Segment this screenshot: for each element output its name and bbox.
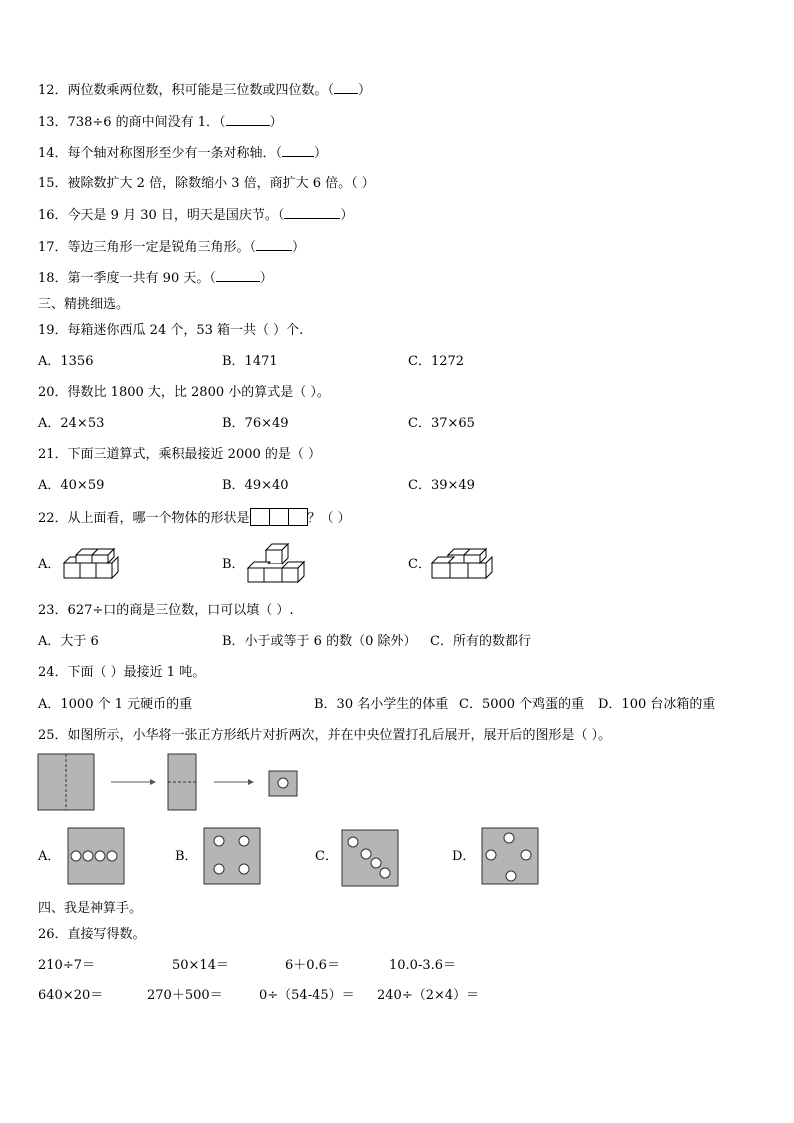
question-22-stem [38, 508, 351, 528]
question-22-stem-text: 22．从上面看，哪一个物体的形状是 [38, 511, 250, 526]
question-25-option-a[interactable]: A． [38, 849, 61, 864]
answer-blank-17[interactable] [256, 238, 292, 251]
question-20-option-c[interactable]: C．37×65 [408, 416, 475, 431]
unfolded-paper-option-b[interactable] [202, 826, 262, 888]
question-17-text: 17．等边三角形一定是锐角三角形。（ [38, 240, 257, 255]
question-24-stem: 24．下面（ ）最接近 1 吨。 [38, 665, 206, 680]
answer-blank-12[interactable] [334, 81, 358, 94]
folded-once-paper [168, 754, 196, 810]
answer-blank-13[interactable] [226, 113, 270, 126]
question-24-option-d[interactable]: D．100 台冰箱的重 [598, 697, 716, 712]
question-12 [38, 81, 371, 100]
calc-item: 0÷（54-45）＝ [259, 988, 355, 1003]
question-16-end: ） [340, 208, 354, 223]
question-16 [38, 206, 353, 225]
question-23-option-b[interactable]: B．小于或等于 6 的数（0 除外） [222, 634, 417, 649]
question-24-option-b[interactable]: B．30 名小学生的体重 [314, 697, 449, 712]
calc-item: 240÷（2×4）＝ [377, 988, 480, 1003]
question-14-text: 14．每个轴对称图形至少有一条对称轴．（ [38, 146, 283, 161]
question-26-stem: 26．直接写得数。 [38, 927, 146, 942]
calc-item: 6＋0.6＝ [285, 958, 340, 973]
answer-blank-14[interactable] [282, 144, 314, 157]
calc-item: 50×14＝ [172, 958, 229, 973]
question-24-option-a[interactable]: A．1000 个 1 元硬币的重 [38, 697, 193, 712]
cube-figure-c[interactable] [430, 546, 496, 580]
question-20-option-b[interactable]: B．76×49 [222, 416, 289, 431]
question-19-option-b[interactable]: B．1471 [222, 354, 278, 369]
question-24-option-c[interactable]: C．5000 个鸡蛋的重 [459, 697, 585, 712]
question-23-option-c[interactable]: C．所有的数都行 [430, 634, 531, 649]
question-19-option-c[interactable]: C．1272 [408, 354, 465, 369]
question-16-text: 16．今天是 9 月 30 日，明天是国庆节。（ [38, 208, 285, 223]
paper-folding-process-figure [36, 752, 306, 814]
calc-item: 270＋500＝ [147, 988, 223, 1003]
question-25-option-d[interactable]: D． [452, 849, 476, 864]
section-4-heading: 四、我是神算手。 [38, 901, 143, 916]
question-18-text: 18．第一季度一共有 90 天。（ [38, 271, 216, 286]
question-19-option-a[interactable]: A．1356 [38, 354, 94, 369]
question-14 [38, 144, 327, 163]
question-21-option-a[interactable]: A．40×59 [38, 478, 105, 493]
question-19-stem: 19．每箱迷你西瓜 24 个，53 箱一共（ ）个. [38, 323, 304, 338]
question-22-option-c[interactable]: C． [408, 557, 431, 572]
question-25-option-b[interactable]: B． [175, 849, 198, 864]
question-14-end: ） [314, 146, 328, 161]
question-21-stem: 21．下面三道算式，乘积最接近 2000 的是（ ） [38, 447, 322, 462]
cube-figure-b[interactable] [246, 542, 310, 584]
question-23-stem: 23．627÷口的商是三位数，口可以填（ ）. [38, 603, 294, 618]
question-17-end: ） [292, 240, 306, 255]
question-18-end: ） [259, 271, 273, 286]
unfolded-paper-option-a[interactable] [66, 826, 126, 888]
question-15 [38, 175, 375, 193]
calc-item: 10.0-3.6＝ [389, 958, 457, 973]
question-22-option-a[interactable]: A． [38, 557, 61, 572]
unfolded-paper-option-c[interactable] [340, 828, 400, 888]
question-20-stem: 20．得数比 1800 大，比 2800 小的算式是（ ）。 [38, 385, 330, 400]
punched-hole [278, 778, 288, 788]
question-12-end: ） [358, 83, 372, 98]
question-25-option-c[interactable]: C． [315, 849, 338, 864]
unfolded-paper-option-d[interactable] [480, 826, 540, 888]
question-23-option-a[interactable]: A．大于 6 [38, 634, 99, 649]
question-22-stem-end: ？（ ） [307, 511, 351, 526]
question-13-end: ） [269, 115, 283, 130]
calc-item: 210÷7＝ [38, 958, 95, 973]
question-25-stem: 25．如图所示，小华将一张正方形纸片对折两次，并在中央位置打孔后展开，展开后的图形是（ ）。 [38, 728, 612, 743]
question-12-text: 12．两位数乘两位数，积可能是三位数或四位数。（ [38, 83, 335, 98]
cube-figure-a[interactable] [62, 546, 122, 580]
answer-blank-18[interactable] [216, 269, 260, 282]
question-15-text: 15．被除数扩大 2 倍，除数缩小 3 倍，商扩大 6 倍。（ ） [38, 176, 375, 191]
question-20-option-a[interactable]: A．24×53 [38, 416, 105, 431]
question-21-option-b[interactable]: B．49×40 [222, 478, 289, 493]
answer-blank-16[interactable] [284, 206, 340, 219]
question-21-option-c[interactable]: C．39×49 [408, 478, 475, 493]
question-18 [38, 269, 273, 288]
question-22-option-b[interactable]: B． [222, 557, 245, 572]
question-13 [38, 113, 283, 132]
question-13-text: 13．738÷6 的商中间没有 1．（ [38, 115, 226, 130]
section-3-heading: 三、精挑细选。 [38, 297, 130, 312]
top-view-three-squares-figure [250, 508, 308, 526]
calc-item: 640×20＝ [38, 988, 104, 1003]
question-17 [38, 238, 305, 257]
